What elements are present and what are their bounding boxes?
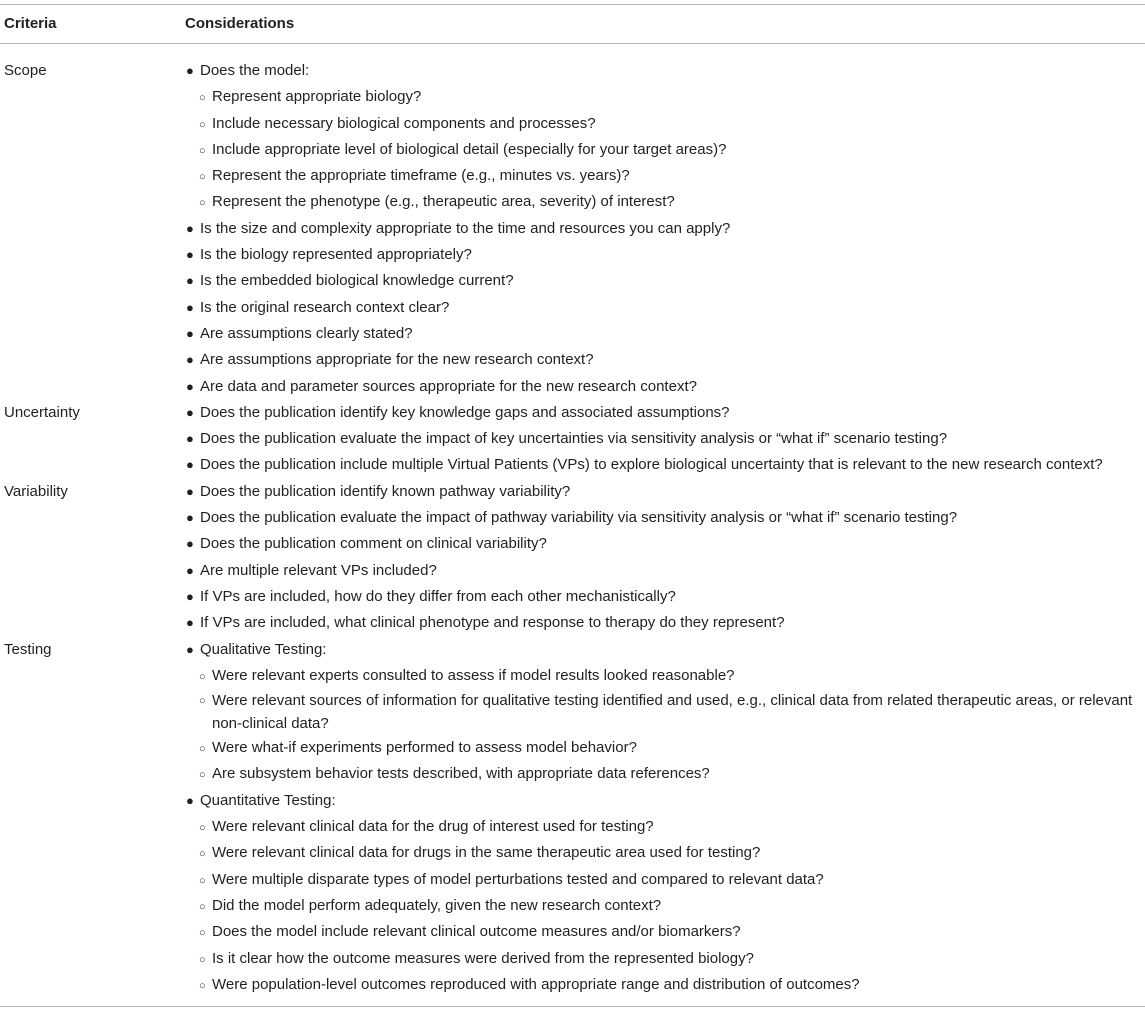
table-row [0,400,1145,479]
consideration-item [186,242,1145,268]
consideration-subitem [199,663,1145,689]
circle-bullet-icon: ○ [199,144,206,157]
consideration-item [186,374,1145,400]
consideration-subitem [199,689,1145,735]
consideration-text: Is the embedded biological knowledge current? [200,272,514,290]
consideration-item [186,531,1145,557]
consideration-text: Were population-level outcomes reproduced with appropriate range and distribution of outcomes? [212,975,860,993]
bullet-icon: ● [186,63,194,78]
consideration-text: Does the publication include multiple Virtual Patients (VPs) to explore biological uncertainty that is relevant to the new research context? [200,456,1103,474]
consideration-subitem [199,761,1145,787]
column-header-criteria: Criteria [4,15,57,32]
bullet-icon: ● [186,220,194,236]
consideration-text: If VPs are included, what clinical phenotype and response to therapy do they represent? [200,614,785,632]
consideration-text: Are multiple relevant VPs included? [200,561,437,579]
consideration-text: Did the model perform adequately, given the new research context? [212,896,662,914]
consideration-subitem [199,189,1145,215]
considerations-list [186,637,1145,999]
bullet-icon: ● [186,588,194,604]
circle-bullet-icon: ○ [199,900,206,913]
consideration-text: Does the publication evaluate the impact of pathway variability via sensitivity analysis or “what if” scenario testing? [200,509,958,527]
consideration-text: Is the size and complexity appropriate to the time and resources you can apply? [200,219,731,237]
consideration-text: Represent the phenotype (e.g., therapeutic area, severity) of interest? [212,193,675,211]
consideration-subitem [199,137,1145,163]
consideration-item [186,268,1145,294]
consideration-text: Were relevant sources of information for qualitative testing identified and used, e.g., clinical data from related therapeutic areas, or relevant non-clinical data? [212,692,1133,733]
bullet-icon: ● [186,352,194,368]
consideration-text: Represent appropriate biology? [212,88,422,106]
circle-bullet-icon: ○ [199,118,206,131]
consideration-item [186,637,1145,663]
consideration-subitem [199,163,1145,189]
bullet-icon: ● [186,299,194,315]
table-row [0,479,1145,637]
consideration-text: Were multiple disparate types of model perturbations tested and compared to relevant data? [212,870,824,888]
consideration-text: Quantitative Testing: [200,791,336,809]
consideration-item [186,452,1145,478]
criteria-cell: Scope [4,62,47,79]
consideration-text: Were what-if experiments performed to assess model behavior? [212,739,637,757]
consideration-subitem [199,111,1145,137]
consideration-subitem [199,84,1145,110]
circle-bullet-icon: ○ [199,927,206,940]
bullet-icon: ● [186,510,194,526]
circle-bullet-icon: ○ [199,953,206,966]
considerations-list [186,400,1145,479]
consideration-text: Are subsystem behavior tests described, with appropriate data references? [212,765,710,783]
criteria-cell: Testing [4,640,52,658]
consideration-text: Include necessary biological components and processes? [212,114,596,132]
bullet-icon: ● [186,273,194,289]
consideration-text: If VPs are included, how do they differ from each other mechanistically? [200,587,676,605]
bullet-icon: ● [186,457,194,473]
criteria-table-body [0,58,1145,998]
consideration-text: Does the publication evaluate the impact of key uncertainties via sensitivity analysis or “what if” scenario testing? [200,430,948,448]
circle-bullet-icon: ○ [199,197,206,210]
consideration-text: Does the model include relevant clinical outcome measures and/or biomarkers? [212,923,741,941]
consideration-subitem [199,919,1145,945]
consideration-text: Represent the appropriate timeframe (e.g., minutes vs. years)? [212,167,630,185]
consideration-text: Does the publication identify key knowledge gaps and associated assumptions? [200,403,730,421]
bullet-icon: ● [186,247,194,263]
circle-bullet-icon: ○ [199,743,206,756]
consideration-item [186,321,1145,347]
header-rule [0,43,1145,44]
consideration-item [186,505,1145,531]
circle-bullet-icon: ○ [199,695,206,708]
bullet-icon: ● [186,483,194,499]
column-header-considerations: Considerations [185,15,295,32]
consideration-subitem [199,814,1145,840]
bullet-icon: ● [186,562,194,578]
consideration-text: Does the publication comment on clinical variability? [200,535,547,553]
circle-bullet-icon: ○ [199,874,206,887]
bullet-icon: ● [186,431,194,447]
consideration-item [186,295,1145,321]
circle-bullet-icon: ○ [199,822,206,835]
bullet-icon: ● [186,325,194,341]
consideration-text: Include appropriate level of biological detail (especially for your target areas)? [212,140,727,158]
circle-bullet-icon: ○ [199,670,206,683]
table-row [0,58,1145,400]
considerations-list [186,58,1145,400]
circle-bullet-icon: ○ [199,848,206,861]
consideration-text: Are assumptions clearly stated? [200,324,413,342]
criteria-cell: Uncertainty [4,403,80,421]
circle-bullet-icon: ○ [199,171,206,184]
bullet-icon: ● [186,615,194,631]
consideration-text: Does the publication identify known pathway variability? [200,482,571,500]
consideration-text: Are data and parameter sources appropriate for the new research context? [200,377,697,395]
table-top-rule [0,4,1145,5]
consideration-item [186,584,1145,610]
consideration-text: Does the model: [200,62,310,79]
bullet-icon: ● [186,378,194,394]
consideration-item [186,347,1145,373]
table-row [0,637,1145,999]
circle-bullet-icon: ○ [199,979,206,992]
consideration-text: Qualitative Testing: [200,640,327,658]
consideration-subitem [199,893,1145,919]
consideration-subitem [199,946,1145,972]
consideration-item [186,58,1145,84]
consideration-item [186,216,1145,242]
consideration-item [186,788,1145,814]
bullet-icon: ● [186,404,194,420]
consideration-text: Is the original research context clear? [200,298,450,316]
consideration-item [186,479,1145,505]
consideration-subitem [199,972,1145,998]
consideration-text: Were relevant clinical data for drugs in the same therapeutic area used for testing? [212,844,761,862]
bullet-icon: ● [186,536,194,552]
consideration-text: Were relevant experts consulted to assess if model results looked reasonable? [212,666,735,684]
consideration-subitem [199,840,1145,866]
consideration-text: Is it clear how the outcome measures were derived from the represented biology? [212,949,754,967]
table-bottom-rule [0,1006,1145,1007]
consideration-subitem [199,735,1145,761]
bullet-icon: ● [186,792,194,808]
criteria-cell: Variability [4,482,68,500]
consideration-item [186,610,1145,636]
considerations-list [186,479,1145,637]
circle-bullet-icon: ○ [199,92,206,105]
consideration-text: Is the biology represented appropriately? [200,246,472,264]
consideration-item [186,400,1145,426]
circle-bullet-icon: ○ [199,769,206,782]
bullet-icon: ● [186,641,194,657]
consideration-text: Are assumptions appropriate for the new research context? [200,351,594,369]
consideration-item [186,558,1145,584]
consideration-item [186,426,1145,452]
consideration-text: Were relevant clinical data for the drug of interest used for testing? [212,818,654,836]
consideration-subitem [199,867,1145,893]
